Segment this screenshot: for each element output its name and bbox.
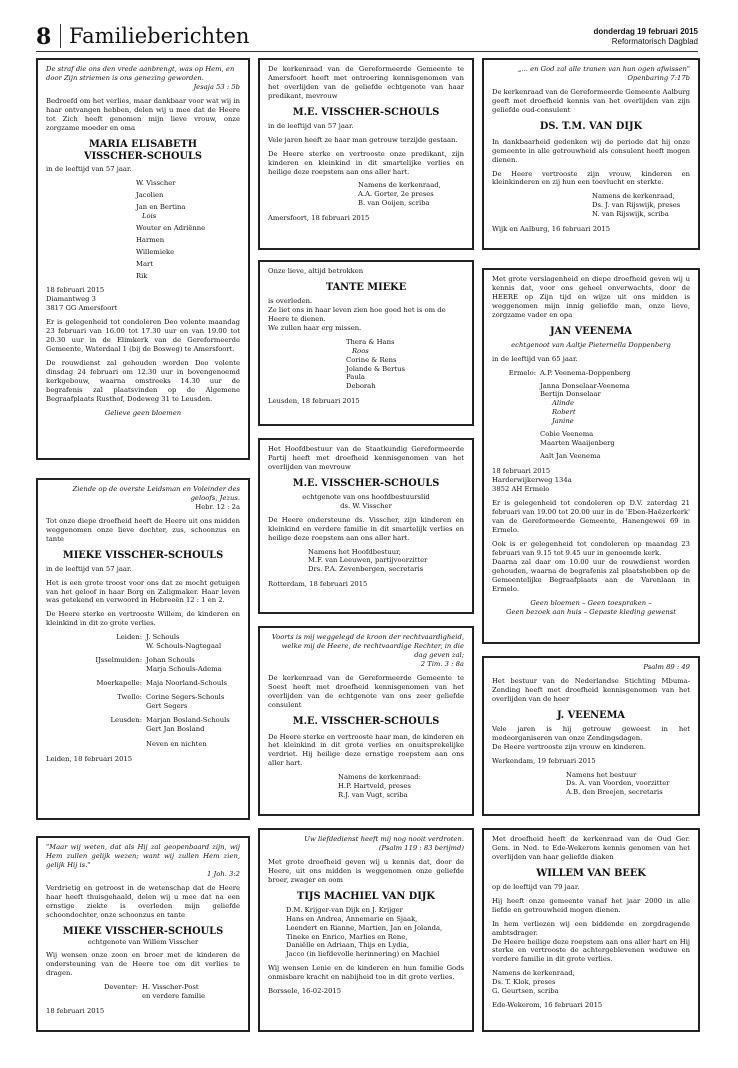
notice-kerkenraad-amersfoort <box>258 58 474 250</box>
family-member: Willemieke <box>136 248 175 257</box>
family-member: Cobie Veenema <box>540 430 594 439</box>
obituary-mieke-visscher-schouls-leiden <box>36 478 250 820</box>
verse: Voorts is mij weggelegd de kroon der rechtvaardigheid, welke mij de Heere, de rechtvaardige Rechter, in die dag geven zal; <box>271 633 464 659</box>
family-member: Jacolien <box>136 191 164 200</box>
closing-note: Geen bloemen – Geen toespraken – <box>530 598 652 607</box>
closing-note: Gelieve geen bloemen <box>104 408 182 417</box>
notice-mbuma-zending <box>482 656 700 816</box>
deceased-name: WILLEM VAN BEEK <box>536 867 646 879</box>
family-member: Janine <box>552 417 574 426</box>
family-member: Tineke en Enrico, Marlies en Rene, <box>286 932 408 941</box>
place-date: Rotterdam, 18 februari 2015 <box>268 580 368 589</box>
notice-kerkenraad-aalburg <box>482 58 700 250</box>
place-date: Wijk en Aalburg, 16 februari 2015 <box>492 225 611 234</box>
body-text: De Heere vertrooste zijn vrouw en kinderen. <box>492 742 647 751</box>
family-member: Robert <box>552 408 576 417</box>
deceased-name: DS. T.M. VAN DIJK <box>539 120 643 132</box>
body-text: Hij heeft onze gemeente vanaf het jaar 2000 in alle liefde en getrouwheid mogen dienen. <box>492 896 690 914</box>
intro-text: Het Hoofdbestuur van de Staatkundig Gereformeerde Partij heeft met droefheid kennisgenomen van het overlijden van mevrouw <box>268 445 464 471</box>
family-place: Ermelo: <box>508 368 536 377</box>
signatures: Namens de kerkenraad, A.A. Gorter, 2e preses B. van Ooijen, scriba <box>358 181 441 208</box>
deceased-name: MIEKE VISSCHER-SCHOULS <box>62 925 224 937</box>
body-text: Wij wensen Lenie en de kinderen en hun familie Gods onmisbare kracht en nabijheid toe in dit grote verlies. <box>268 964 464 982</box>
intro-text: Onze lieve, altijd betrokken <box>268 267 364 275</box>
family-group: Leusden: Marjan Bosland-Schouls Gert Jan Bosland <box>110 716 230 734</box>
deceased-name: J. VEENEMA <box>556 709 626 721</box>
family-member: Hans en Andrea, Annemarie en Sjaak, <box>286 914 418 923</box>
verse-reference: (Psalm 119 : 83 berijmd) <box>378 843 464 852</box>
verse-reference: Openbaring 7:17b <box>627 73 690 82</box>
family-member: Rik <box>136 272 148 280</box>
service-text: Daarna zal daar om 10.00 uur de rouwdienst worden gehouden, waarna de begrafenis zal plaatshebben op de Gemeentelijke Begraafplaats aan de Varenlaan in Ermelo. <box>492 557 690 593</box>
deceased-name: M.E. VISSCHER-SCHOULS <box>292 106 440 118</box>
body-text: Het is een grote troost voor ons dat ze mocht getuigen van het geloof in haar Borg en Zaligmaker. Haar leven was getekend en verwoord in Hebreeën 12 : 1 en 2. <box>46 578 240 605</box>
body-text: De Heere sterke en vertrooste Willem, de kinderen en kleinkind in dit zo grote verlies. <box>46 610 240 628</box>
condolence-text: Er is gelegenheid tot condoleren op D.V. zaterdag 21 februari van 19.00 tot 20.00 uur in de 'Eben-Haëzerkerk' van de Gereformeerde Gemeente, Hanengewei 69 in Ermelo. <box>492 499 690 535</box>
obituary-mieke-visscher-schouls-deventer <box>36 836 250 1032</box>
deceased-name: M.E. VISSCHER-SCHOULS <box>292 477 440 489</box>
body-text: We zullen haar erg missen. <box>268 323 362 332</box>
age-text: in de leeftijd van 65 jaar. <box>492 354 578 363</box>
place-date: Amersfoort, 18 februari 2015 <box>268 214 370 223</box>
family-member: Jacco (in liefdevolle herinnering) en Machiel <box>286 950 440 959</box>
verse: Ziende op de overste Leidsman en Voleinder des geloofs, Jezus. <box>72 485 240 502</box>
family-member: Thera & Hans <box>346 337 395 346</box>
newspaper-name: Reformatorisch Dagblad <box>611 37 698 46</box>
family-member: Aalt Jan Veenema <box>540 452 601 461</box>
family-member: Deborah <box>346 382 376 391</box>
family-member: Bertijn Donselaar <box>540 390 601 399</box>
verse: De straf die ons den vrede aanbrengt, was op Hem, en door Zijn striemen is ons genezing geworden. <box>46 65 235 82</box>
family-list <box>268 906 464 960</box>
family-group: Leiden: J. Schouls W. Schouls-Nagtegaal <box>116 633 222 651</box>
verse: „... en God zal alle tranen van hun ogen afwissen" <box>517 65 690 73</box>
closing-note: Geen bezoek aan huis – Gepaste kleding gewenst <box>506 607 676 616</box>
address-line: 3817 GG Amersfoort <box>46 303 118 312</box>
page-number: 8 <box>36 24 52 50</box>
signatures: Namens de kerkenraad, Ds. J. van Rijswijk, preses N. van Rijswijk, scriba <box>592 192 681 219</box>
body-text: Vele jaren heeft ze haar man getrouw terzijde gestaan. <box>268 135 458 144</box>
signatures: Namens het Hoofdbestuur, M.F. van Leeuwen, partijvoorzitter Drs. P.A. Zevenbergen, secretaris <box>308 547 428 574</box>
condolence-text: Ook is er gelegenheid tot condoleren op maandag 23 februari van 9.15 tot 9.45 uur in genoemde kerk. <box>492 540 690 557</box>
family-list <box>492 369 690 462</box>
family-group: Moerkapelle: Maja Noorland-Schouls <box>96 679 227 688</box>
place-date: Ede-Wekerom, 16 februari 2015 <box>492 1001 603 1010</box>
header-rule <box>36 51 698 52</box>
extra-family: Neven en nichten <box>146 740 207 749</box>
verse-reference: Hebr. 12 : 2a <box>195 502 240 511</box>
notice-kerkenraad-soest <box>258 626 474 816</box>
obituary-jan-veenema <box>482 268 700 644</box>
date: 18 februari 2015 <box>46 1007 105 1016</box>
obituary-maria-visscher-schouls <box>36 58 250 460</box>
family-member: Roos <box>352 346 369 355</box>
intro-text: De kerkenraad van de Gereformeerde Gemeente te Amersfoort heeft met ontroering kennisgenomen van het overlijden van de geliefde echtgenote van haar predikant, mevrouw <box>268 65 464 100</box>
date: 18 februari 2015 <box>492 467 551 476</box>
subtitle: ds. W. Visscher <box>340 501 392 510</box>
family-member: Mart <box>136 260 153 269</box>
body-text: De Heere heilige deze roepstem aan ons aller hart en Hij sterke en vertrooste de achtergeblevenen weduwe en verdere familie in dit grote verlies. <box>492 937 690 964</box>
address-line: 3852 AH Ermelo <box>492 485 550 494</box>
condolence-text: Er is gelegenheid tot condoleren Deo volente maandag 23 februari van 16.00 tot 17.30 uur en van 19.00 tot 20.30 uur in de Elimkerk van de Gereformeerde Gemeente, Waterdaal 1 (bij de Bosweg) te Amersfoort. <box>46 317 240 353</box>
body-text: De Heere sterke en vertrooste haar man, de kinderen en het kleinkind in dit grote verlies en onuitsprekelijke verdriet. Hij heilige deze ernstige roepstem aan ons aller hart. <box>268 732 464 768</box>
section-title: Familieberichten <box>60 24 249 48</box>
body-text: De Heere sterke en vertrooste onze predikant, zijn kinderen en kleinkind in dit smartelijke verlies en heilige deze roepstem aan ons aller hart. <box>268 149 464 176</box>
place-date: Werkendam, 19 februari 2015 <box>492 756 596 765</box>
family-member: W. Visscher <box>136 179 176 188</box>
signatures: Namens de kerkenraad, Ds. T. Klok, preses G. Geurtsen, scriba <box>492 969 575 996</box>
verse-reference: Jesaja 53 : 5b <box>193 82 240 91</box>
body-text: In dankbaarheid gedenken wij de periode dat hij onze gemeente in alle getrouwheid als consulent heeft mogen dienen. <box>492 137 690 164</box>
verse-reference: 2 Tim. 3 : 8a <box>420 659 464 668</box>
address-line: Diamantweg 3 <box>46 294 96 303</box>
place-date: Borssele, 16-02-2015 <box>268 987 342 996</box>
deceased-name: M.E. VISSCHER-SCHOULS <box>292 715 440 727</box>
date: 18 februari 2015 <box>46 285 105 294</box>
verse: Uw liefdedienst heeft mij nog nooit verdroten. <box>304 835 464 843</box>
page-dateline <box>594 27 698 47</box>
verse-reference: Psalm 89 : 49 <box>643 663 690 671</box>
deceased-name: TANTE MIEKE <box>325 281 407 293</box>
family-member: Daniëlle en Adriaan, Thijs en Lydia, <box>286 941 410 950</box>
issue-date: donderdag 19 februari 2015 <box>593 27 698 36</box>
age-text: in de leeftijd van 57 jaar. <box>46 564 132 573</box>
family-group: IJsselmuiden: Johan Schouls Marja Schouls-Adema <box>95 656 222 674</box>
body-text: Wij wensen onze zoon en broer met de kinderen de ondersteuning van de Heere toe om dit verlies te dragen. <box>46 951 240 978</box>
deceased-name: JAN VEENEMA <box>549 325 632 337</box>
family-member: Jolande & Bertus <box>346 364 406 373</box>
service-text: De rouwdienst zal gehouden worden Deo volente dinsdag 24 februari om 12.30 uur in bovengenoemd kerkgebouw, waarna omstreeks 14.30 uur de begrafenis zal plaatsvinden op de Algemene Begraafplaats Rusthof, Dodeweg 31 te Leusden. <box>46 358 240 403</box>
family-member: Jan en Bertina <box>136 203 186 212</box>
family-member: Leendert en Rianne, Martien, Jan en Jolanda, <box>286 923 443 932</box>
family-list <box>46 179 240 281</box>
body-text: De Heere vertrooste zijn vrouw, kinderen en kleinkinderen en zij hun een toevlucht en sterkte. <box>492 169 690 187</box>
family-member: Maarten Waaijenberg <box>540 439 615 448</box>
intro-text: Met grote verslagenheid en diepe droefheid geven wij u kennis dat, voor ons geheel onverwachts, door de HEERE op Zijn tijd en wijze uit ons midden is weggenomen mijn innig geliefde man, onze lieve, zorgzame vader en opa <box>492 275 690 319</box>
body-text: Vele jaren is hij getrouw geweest in het medeorganiseren van onze Zendingsdagen. <box>492 724 690 742</box>
family-member: Lois <box>142 212 157 221</box>
intro-text: Bedroefd om het verlies, maar dankbaar voor wat wij in haar ontvangen hebben, delen wij u mee dat de Heere tot Zich heeft genomen mijn lieve vrouw, onze zorgzame moeder en oma <box>46 96 240 132</box>
body-text: De Heere ondersteune ds. Visscher, zijn kinderen en kleinkind en verdere familie in dit smartelijk verlies en heilige deze roepstem aan ons aller hart. <box>268 515 464 542</box>
family-member: Wouter en Adriënne <box>136 224 206 233</box>
deceased-name: MARIA ELISABETH VISSCHER-SCHOULS <box>83 138 203 162</box>
signatures: Namens de kerkenraad: H.P. Hartveld, preses R.J. van Vugt, scriba <box>338 773 421 800</box>
family-member: A.P. Veenema-Doppenberg <box>540 368 631 377</box>
family-member: D.M. Krijger-van Dijk en J. Krijger <box>286 905 403 914</box>
intro-text: Verdrietig en getroost in de wetenschap dat de Heere haar heeft thuisgehaald, delen wij u mee dat na een ernstige ziekte is overleden mijn geliefde schoondochter, onze schoonzus en tante <box>46 883 240 919</box>
family-member: Corine & Rens <box>346 355 397 364</box>
family-member: Harmen <box>136 236 165 245</box>
age-text: in de leeftijd van 57 jaar. <box>46 165 132 174</box>
intro-text: Tot onze diepe droefheid heeft de Heere uit ons midden weggenomen onze lieve dochter, zus, schoonzus en tante <box>46 516 240 543</box>
subtitle: echtgenote van ons hoofdbestuurslid <box>302 492 430 501</box>
intro-text: Met droefheid heeft de kerkenraad van de Oud Ger. Gem. in Ned. te Ede-Wekerom kennis genomen van het overlijden van haar geliefde diaken <box>492 835 690 861</box>
address-line: Harderwijkerweg 134a <box>492 476 572 485</box>
intro-text: Met grote droefheid geven wij u kennis dat, door de Heere, uit ons midden is weggenomen onze geliefde broer, zwager en oom <box>268 857 464 884</box>
family-group: Deventer: H. Visscher-Post en verdere familie <box>103 983 206 1001</box>
place-date: Leiden, 18 februari 2015 <box>46 755 133 764</box>
family-group: Twello: Corine Segers-Schouls Gert Segers <box>117 693 225 711</box>
family-member: Janna Donselaar-Veenema <box>540 381 630 390</box>
notice-kerkenraad-ede-wekerom <box>482 828 700 1032</box>
family-member: Alinde <box>552 399 575 408</box>
deceased-name: TIJS MACHIEL VAN DIJK <box>297 890 435 902</box>
age-text: op de leeftijd van 79 jaar. <box>492 882 580 891</box>
deceased-name: MIEKE VISSCHER-SCHOULS <box>62 549 224 561</box>
intro-text: Het bestuur van de Nederlandse Stichting Mbuma-Zending heeft met droefheid kennisgenomen van het overlijden van de heer <box>492 676 690 703</box>
intro-text: De kerkenraad van de Gereformeerde Gemeente te Soest heeft met droefheid kennisgenomen van het overlijden van de echtgenote van ons zeer geliefde consulent <box>268 673 464 709</box>
family-member: Paula <box>346 373 365 382</box>
place-date: Leusden, 18 februari 2015 <box>268 397 360 406</box>
body-text: In hem verliezen wij een biddende en zorgdragende ambtsdrager. <box>492 919 690 937</box>
body-text: Ze liet ons in haar leven zien hoe goed het is om de Heere te dienen. <box>268 305 446 323</box>
intro-text: is overleden. <box>268 296 313 305</box>
signatures: Namens het bestuur Ds. A. van Voorden, voorzitter A.B. den Breejen, secretaris <box>566 770 670 797</box>
subtitle: echtgenote van Willem Visscher <box>87 937 199 946</box>
intro-text: De kerkenraad van de Gereformeerde Gemeente Aalburg geeft met droefheid kennis van het overlijden van zijn geliefde oud-consulent <box>492 87 690 114</box>
spouse-text: echtgenoot van Aaltje Pieternella Doppenberg <box>511 340 671 349</box>
age-text: in de leeftijd van 57 jaar. <box>268 121 354 130</box>
obituary-tijs-machiel-van-dijk <box>258 828 474 1032</box>
verse-reference: 1 Joh. 3:2 <box>207 869 240 878</box>
obituary-tante-mieke <box>258 260 474 426</box>
verse: "Maar wij weten, dat als Hij zal geopenbaard zijn, wij Hem zullen gelijk wezen; want wij zullen Hem zien, gelijk Hij is." <box>46 843 240 869</box>
notice-sgp-hoofdbestuur <box>258 438 474 614</box>
family-list <box>268 338 464 392</box>
